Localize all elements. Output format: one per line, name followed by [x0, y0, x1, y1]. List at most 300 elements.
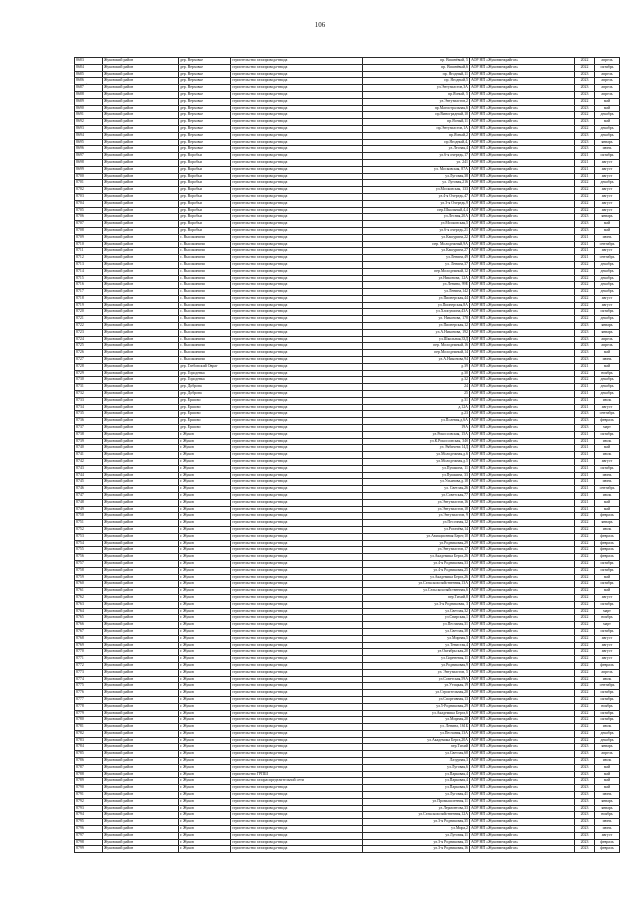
- work-type-cell: строительство газопровода-ввода: [231, 744, 363, 751]
- work-type-cell: строительство газопровода-ввода: [231, 384, 363, 391]
- district-cell: Жуковский район: [103, 119, 179, 126]
- year-cell: 2022: [575, 710, 595, 717]
- settlement-cell: с. Высокиничи: [179, 357, 231, 364]
- year-cell: 2022: [575, 200, 595, 207]
- row-number: 8692: [75, 119, 103, 126]
- year-cell: 2023: [575, 132, 595, 139]
- settlement-cell: г. Жуков: [179, 676, 231, 683]
- settlement-cell: г. Жуков: [179, 499, 231, 506]
- district-cell: Жуковский район: [103, 724, 179, 731]
- settlement-cell: г. Жуков: [179, 832, 231, 839]
- district-cell: Жуковский район: [103, 282, 179, 289]
- district-cell: Жуковский район: [103, 166, 179, 173]
- district-cell: Жуковский район: [103, 316, 179, 323]
- table-row: [75, 560, 620, 567]
- row-number: 8771: [75, 656, 103, 663]
- gasification-register-table: [74, 57, 620, 853]
- address-cell: ул. Никонова, 178: [363, 316, 470, 323]
- district-cell: Жуковский район: [103, 547, 179, 554]
- year-cell: 2022: [575, 540, 595, 547]
- district-cell: Жуковский район: [103, 91, 179, 98]
- work-type-cell: строительство газопровода-ввода: [231, 78, 363, 85]
- settlement-cell: г. Жуков: [179, 764, 231, 771]
- row-number: 8763: [75, 601, 103, 608]
- year-cell: 2023: [575, 85, 595, 92]
- month-cell: ноябрь: [595, 703, 620, 710]
- address-cell: ул.Авиационная Берег,10: [363, 533, 470, 540]
- district-cell: Жуковский район: [103, 132, 179, 139]
- district-cell: Жуковский район: [103, 622, 179, 629]
- settlement-cell: дер. Воробьи: [179, 180, 231, 187]
- year-cell: 2023: [575, 771, 595, 778]
- organization-cell: АОР НП «Жуковмежрайгаз»: [470, 635, 575, 642]
- year-cell: 2023: [575, 744, 595, 751]
- organization-cell: АОР НП «Жуковмежрайгаз»: [470, 839, 575, 846]
- settlement-cell: г. Жуков: [179, 601, 231, 608]
- work-type-cell: строительство газопровода-ввода: [231, 418, 363, 425]
- settlement-cell: г. Жуков: [179, 656, 231, 663]
- table-row: [75, 438, 620, 445]
- district-cell: Жуковский район: [103, 588, 179, 595]
- work-type-cell: строительство газопровода-ввода: [231, 309, 363, 316]
- district-cell: Жуковский район: [103, 112, 179, 119]
- month-cell: февраль: [595, 418, 620, 425]
- year-cell: 2022: [575, 669, 595, 676]
- row-number: 8787: [75, 764, 103, 771]
- row-number: 8793: [75, 805, 103, 812]
- organization-cell: АОР НП «Жуковмежрайгаз»: [470, 608, 575, 615]
- settlement-cell: с. Высокиничи: [179, 343, 231, 350]
- settlement-cell: г. Жуков: [179, 690, 231, 697]
- month-cell: июнь: [595, 826, 620, 833]
- settlement-cell: с. Высокиничи: [179, 309, 231, 316]
- work-type-cell: строительство газопровода-ввода: [231, 758, 363, 765]
- organization-cell: АОР НП «Жуковмежрайгаз»: [470, 193, 575, 200]
- table-row: [75, 78, 620, 85]
- address-cell: ул.Молодежная,д.6: [363, 452, 470, 459]
- district-cell: Жуковский район: [103, 411, 179, 418]
- table-row: [75, 567, 620, 574]
- address-cell: ул.Светлая,32: [363, 608, 470, 615]
- table-row: [75, 717, 620, 724]
- settlement-cell: дер. Воробьи: [179, 227, 231, 234]
- address-cell: пр.Энтузиастов,1А: [363, 125, 470, 132]
- month-cell: август: [595, 159, 620, 166]
- row-number: 8726: [75, 350, 103, 357]
- settlement-cell: г. Жуков: [179, 459, 231, 466]
- district-cell: Жуковский район: [103, 452, 179, 459]
- district-cell: Жуковский район: [103, 493, 179, 500]
- organization-cell: АОР НП «Жуковмежрайгаз»: [470, 812, 575, 819]
- settlement-cell: с. Высокиничи: [179, 275, 231, 282]
- month-cell: май: [595, 119, 620, 126]
- address-cell: ул.Энтузиастов,18: [363, 506, 470, 513]
- month-cell: апрель: [595, 751, 620, 758]
- organization-cell: АОР НП «Жуковмежрайгаз»: [470, 744, 575, 751]
- table-row: [75, 812, 620, 819]
- work-type-cell: строительство газопровода-ввода: [231, 173, 363, 180]
- district-cell: Жуковский район: [103, 737, 179, 744]
- address-cell: ул.А.Никонова, 192: [363, 329, 470, 336]
- address-cell: д.30: [363, 370, 470, 377]
- district-cell: Жуковский район: [103, 309, 179, 316]
- year-cell: 2021: [575, 404, 595, 411]
- table-row: [75, 309, 620, 316]
- organization-cell: АОР НП «Жуковмежрайгаз»: [470, 479, 575, 486]
- year-cell: 2021: [575, 452, 595, 459]
- row-number: 8703: [75, 193, 103, 200]
- row-number: 8761: [75, 588, 103, 595]
- row-number: 8705: [75, 207, 103, 214]
- organization-cell: АОР НП «Жуковмежрайгаз»: [470, 384, 575, 391]
- row-number: 8746: [75, 486, 103, 493]
- table-row: [75, 71, 620, 78]
- address-cell: ул.Свирская,1: [363, 615, 470, 622]
- year-cell: 2022: [575, 588, 595, 595]
- district-cell: Жуковский район: [103, 730, 179, 737]
- month-cell: декабрь: [595, 132, 620, 139]
- row-number: 8767: [75, 628, 103, 635]
- settlement-cell: дер. Воробьи: [179, 214, 231, 221]
- month-cell: июнь: [595, 792, 620, 799]
- settlement-cell: дер. Воробьи: [179, 187, 231, 194]
- address-cell: д.23: [363, 411, 470, 418]
- work-type-cell: строительство газопровода-ввода: [231, 452, 363, 459]
- address-cell: ул.Луговая,41: [363, 792, 470, 799]
- work-type-cell: строительство газопровода-ввода: [231, 431, 363, 438]
- organization-cell: АОР НП «Жуковмежрайгаз»: [470, 431, 575, 438]
- month-cell: июнь: [595, 146, 620, 153]
- district-cell: Жуковский район: [103, 391, 179, 398]
- address-cell: ул.Промышленная,11: [363, 798, 470, 805]
- settlement-cell: г. Жуков: [179, 581, 231, 588]
- table-row: [75, 703, 620, 710]
- month-cell: февраль: [595, 533, 620, 540]
- settlement-cell: г. Жуков: [179, 506, 231, 513]
- month-cell: октябрь: [595, 153, 620, 160]
- table-row: [75, 479, 620, 486]
- work-type-cell: строительство газопровода-ввода: [231, 690, 363, 697]
- year-cell: 2022: [575, 737, 595, 744]
- district-cell: Жуковский район: [103, 227, 179, 234]
- row-number: 8788: [75, 771, 103, 778]
- organization-cell: АОР НП «Жуковмежрайгаз»: [470, 180, 575, 187]
- scan-mark: ·: [86, 82, 88, 87]
- table-row: [75, 683, 620, 690]
- work-type-cell: строительство газопровода-ввода: [231, 193, 363, 200]
- table-row: [75, 792, 620, 799]
- table-row: [75, 377, 620, 384]
- month-cell: февраль: [595, 540, 620, 547]
- address-cell: ул.5-Родниковая,29: [363, 703, 470, 710]
- year-cell: 2023: [575, 78, 595, 85]
- settlement-cell: дер. Доброва: [179, 384, 231, 391]
- address-cell: ул.3-я Очередь,9: [363, 200, 470, 207]
- organization-cell: АОР НП «Жуковмежрайгаз»: [470, 91, 575, 98]
- row-number: 8728: [75, 363, 103, 370]
- row-number: 8745: [75, 479, 103, 486]
- row-number: 8748: [75, 499, 103, 506]
- month-cell: июль: [595, 526, 620, 533]
- settlement-cell: г. Жуков: [179, 628, 231, 635]
- year-cell: 2023: [575, 425, 595, 432]
- organization-cell: АОР НП «Жуковмежрайгаз»: [470, 282, 575, 289]
- row-number: 8683: [75, 58, 103, 65]
- year-cell: 2022: [575, 703, 595, 710]
- organization-cell: АОР НП «Жуковмежрайгаз»: [470, 363, 575, 370]
- month-cell: июль: [595, 438, 620, 445]
- month-cell: август: [595, 649, 620, 656]
- organization-cell: АОР НП «Жуковмежрайгаз»: [470, 316, 575, 323]
- year-cell: 2023: [575, 350, 595, 357]
- row-number: 8694: [75, 132, 103, 139]
- row-number: 8720: [75, 309, 103, 316]
- address-cell: ул.Утицкая,19: [363, 683, 470, 690]
- district-cell: Жуковский район: [103, 785, 179, 792]
- month-cell: август: [595, 193, 620, 200]
- work-type-cell: строительство газопровода-ввода: [231, 98, 363, 105]
- settlement-cell: с. Высокиничи: [179, 350, 231, 357]
- work-type-cell: строительство газопровода-ввода: [231, 323, 363, 330]
- district-cell: Жуковский район: [103, 268, 179, 275]
- district-cell: Жуковский район: [103, 574, 179, 581]
- district-cell: Жуковский район: [103, 139, 179, 146]
- organization-cell: АОР НП «Жуковмежрайгаз»: [470, 751, 575, 758]
- year-cell: 2023: [575, 119, 595, 126]
- table-row: [75, 635, 620, 642]
- settlement-cell: дер. Воробьи: [179, 173, 231, 180]
- address-cell: ул. Луговая,216: [363, 180, 470, 187]
- month-cell: август: [595, 248, 620, 255]
- settlement-cell: дер. Верховье: [179, 85, 231, 92]
- table-row: [75, 248, 620, 255]
- table-row: [75, 499, 620, 506]
- table-row: [75, 227, 620, 234]
- organization-cell: АОР НП «Жуковмежрайгаз»: [470, 119, 575, 126]
- row-number: 8785: [75, 751, 103, 758]
- month-cell: август: [595, 594, 620, 601]
- row-number: 8781: [75, 724, 103, 731]
- row-number: 8752: [75, 526, 103, 533]
- settlement-cell: г. Жуков: [179, 669, 231, 676]
- organization-cell: АОР НП «Жуковмежрайгаз»: [470, 493, 575, 500]
- settlement-cell: дер. Ершово: [179, 418, 231, 425]
- work-type-cell: строительство газопровода-ввода: [231, 479, 363, 486]
- work-type-cell: строительство газопровода-ввода: [231, 58, 363, 65]
- month-cell: май: [595, 771, 620, 778]
- address-cell: ул.Ленина,142: [363, 289, 470, 296]
- work-type-cell: строительство газопровода-ввода: [231, 656, 363, 663]
- table-row: [75, 676, 620, 683]
- settlement-cell: дер. Воробьи: [179, 193, 231, 200]
- year-cell: 2022: [575, 662, 595, 669]
- organization-cell: АОР НП «Жуковмежрайгаз»: [470, 445, 575, 452]
- district-cell: Жуковский район: [103, 200, 179, 207]
- settlement-cell: с. Высокиничи: [179, 261, 231, 268]
- year-cell: 2023: [575, 418, 595, 425]
- organization-cell: АОР НП «Жуковмежрайгаз»: [470, 567, 575, 574]
- table-row: [75, 323, 620, 330]
- work-type-cell: строительство газопровода-ввода: [231, 261, 363, 268]
- year-cell: 2022: [575, 180, 595, 187]
- month-cell: апрель: [595, 85, 620, 92]
- organization-cell: АОР НП «Жуковмежрайгаз»: [470, 452, 575, 459]
- row-number: 8794: [75, 812, 103, 819]
- district-cell: Жуковский район: [103, 159, 179, 166]
- settlement-cell: г. Жуков: [179, 594, 231, 601]
- organization-cell: АОР НП «Жуковмежрайгаз»: [470, 343, 575, 350]
- month-cell: октябрь: [595, 628, 620, 635]
- address-cell: 24: [363, 384, 470, 391]
- row-number: 8739: [75, 438, 103, 445]
- district-cell: Жуковский район: [103, 778, 179, 785]
- address-cell: пер.Молодежный,14: [363, 350, 470, 357]
- organization-cell: АОР НП «Жуковмежрайгаз»: [470, 764, 575, 771]
- district-cell: Жуковский район: [103, 323, 179, 330]
- row-number: 8718: [75, 295, 103, 302]
- table-row: [75, 730, 620, 737]
- month-cell: январь: [595, 520, 620, 527]
- district-cell: Жуковский район: [103, 506, 179, 513]
- month-cell: декабрь: [595, 180, 620, 187]
- settlement-cell: г. Жуков: [179, 771, 231, 778]
- table-row: [75, 574, 620, 581]
- month-cell: август: [595, 295, 620, 302]
- month-cell: август: [595, 187, 620, 194]
- settlement-cell: с. Высокиничи: [179, 295, 231, 302]
- organization-cell: АОР НП «Жуковмежрайгаз»: [470, 187, 575, 194]
- address-cell: ул.Светлая,38: [363, 628, 470, 635]
- district-cell: Жуковский район: [103, 805, 179, 812]
- address-cell: ул.Академика Берга,20А: [363, 737, 470, 744]
- work-type-cell: строительство газопровода-ввода: [231, 832, 363, 839]
- address-cell: пер.Тихий: [363, 744, 470, 751]
- table-row: [75, 669, 620, 676]
- table-row: [75, 357, 620, 364]
- year-cell: 2021: [575, 363, 595, 370]
- settlement-cell: г. Жуков: [179, 431, 231, 438]
- table-row: [75, 819, 620, 826]
- address-cell: ул.Луговая,38: [363, 173, 470, 180]
- year-cell: 2023: [575, 846, 595, 853]
- organization-cell: АОР НП «Жуковмежрайгаз»: [470, 200, 575, 207]
- row-number: 8777: [75, 696, 103, 703]
- row-number: 8753: [75, 533, 103, 540]
- organization-cell: АОР НП «Жуковмежрайгаз»: [470, 295, 575, 302]
- row-number: 8775: [75, 683, 103, 690]
- settlement-cell: с. Высокиничи: [179, 336, 231, 343]
- district-cell: Жуковский район: [103, 771, 179, 778]
- year-cell: 2021: [575, 159, 595, 166]
- settlement-cell: г. Жуков: [179, 778, 231, 785]
- year-cell: 2021: [575, 506, 595, 513]
- settlement-cell: г. Жуков: [179, 560, 231, 567]
- organization-cell: АОР НП «Жуковмежрайгаз»: [470, 656, 575, 663]
- year-cell: 2021: [575, 397, 595, 404]
- work-type-cell: строительство газопровода-ввода: [231, 248, 363, 255]
- settlement-cell: г. Жуков: [179, 751, 231, 758]
- settlement-cell: г. Жуков: [179, 839, 231, 846]
- table-row: [75, 91, 620, 98]
- row-number: 8779: [75, 710, 103, 717]
- month-cell: май: [595, 574, 620, 581]
- district-cell: Жуковский район: [103, 560, 179, 567]
- month-cell: октябрь: [595, 64, 620, 71]
- month-cell: январь: [595, 323, 620, 330]
- settlement-cell: г. Жуков: [179, 703, 231, 710]
- work-type-cell: строительство газопровода-ввода: [231, 615, 363, 622]
- table-row: [75, 119, 620, 126]
- year-cell: 2023: [575, 832, 595, 839]
- year-cell: 2023: [575, 778, 595, 785]
- row-number: 8744: [75, 472, 103, 479]
- work-type-cell: строительство газопровода-ввода: [231, 343, 363, 350]
- settlement-cell: г. Жуков: [179, 608, 231, 615]
- year-cell: 2022: [575, 635, 595, 642]
- address-cell: ул.6-я очередь,17: [363, 153, 470, 160]
- month-cell: январь: [595, 744, 620, 751]
- district-cell: Жуковский район: [103, 520, 179, 527]
- address-cell: ул.К.Рокоссовская, 34б: [363, 438, 470, 445]
- district-cell: Жуковский район: [103, 363, 179, 370]
- work-type-cell: строительство газопровода-ввода: [231, 350, 363, 357]
- address-cell: пр.Магистральная,6: [363, 105, 470, 112]
- settlement-cell: дер. Воробьи: [179, 153, 231, 160]
- table-row: [75, 785, 620, 792]
- month-cell: июль: [595, 724, 620, 731]
- table-row: [75, 737, 620, 744]
- settlement-cell: г. Жуков: [179, 744, 231, 751]
- month-cell: декабрь: [595, 282, 620, 289]
- work-type-cell: строительство газопровода-ввода: [231, 71, 363, 78]
- row-number: 8717: [75, 289, 103, 296]
- row-number: 8797: [75, 832, 103, 839]
- settlement-cell: дер. Верховье: [179, 91, 231, 98]
- row-number: 8757: [75, 560, 103, 567]
- address-cell: ул.Кашурина,22: [363, 234, 470, 241]
- year-cell: 2022: [575, 125, 595, 132]
- table-body: [75, 58, 620, 853]
- table-row: [75, 173, 620, 180]
- year-cell: 2022: [575, 261, 595, 268]
- row-number: 8764: [75, 608, 103, 615]
- month-cell: июль: [595, 758, 620, 765]
- settlement-cell: с. Высокиничи: [179, 289, 231, 296]
- table-row: [75, 221, 620, 228]
- month-cell: декабрь: [595, 377, 620, 384]
- row-number: 8776: [75, 690, 103, 697]
- district-cell: Жуковский район: [103, 173, 179, 180]
- address-cell: ул.4-я Очередь,47: [363, 193, 470, 200]
- settlement-cell: с. Высокиничи: [179, 323, 231, 330]
- work-type-cell: строительство газопровода-ввода: [231, 513, 363, 520]
- settlement-cell: дер. Верховье: [179, 64, 231, 71]
- year-cell: 2022: [575, 676, 595, 683]
- district-cell: Жуковский район: [103, 125, 179, 132]
- row-number: 8773: [75, 669, 103, 676]
- month-cell: апрель: [595, 58, 620, 65]
- work-type-cell: строительство газопровода-ввода: [231, 588, 363, 595]
- row-number: 8790: [75, 785, 103, 792]
- district-cell: Жуковский район: [103, 404, 179, 411]
- table-row: [75, 826, 620, 833]
- work-type-cell: строительство газопровода-ввода: [231, 391, 363, 398]
- district-cell: Жуковский район: [103, 343, 179, 350]
- organization-cell: АОР НП «Жуковмежрайгаз»: [470, 323, 575, 330]
- work-type-cell: строительство газопровода-ввода: [231, 526, 363, 533]
- row-number: 8784: [75, 744, 103, 751]
- year-cell: 2023: [575, 764, 595, 771]
